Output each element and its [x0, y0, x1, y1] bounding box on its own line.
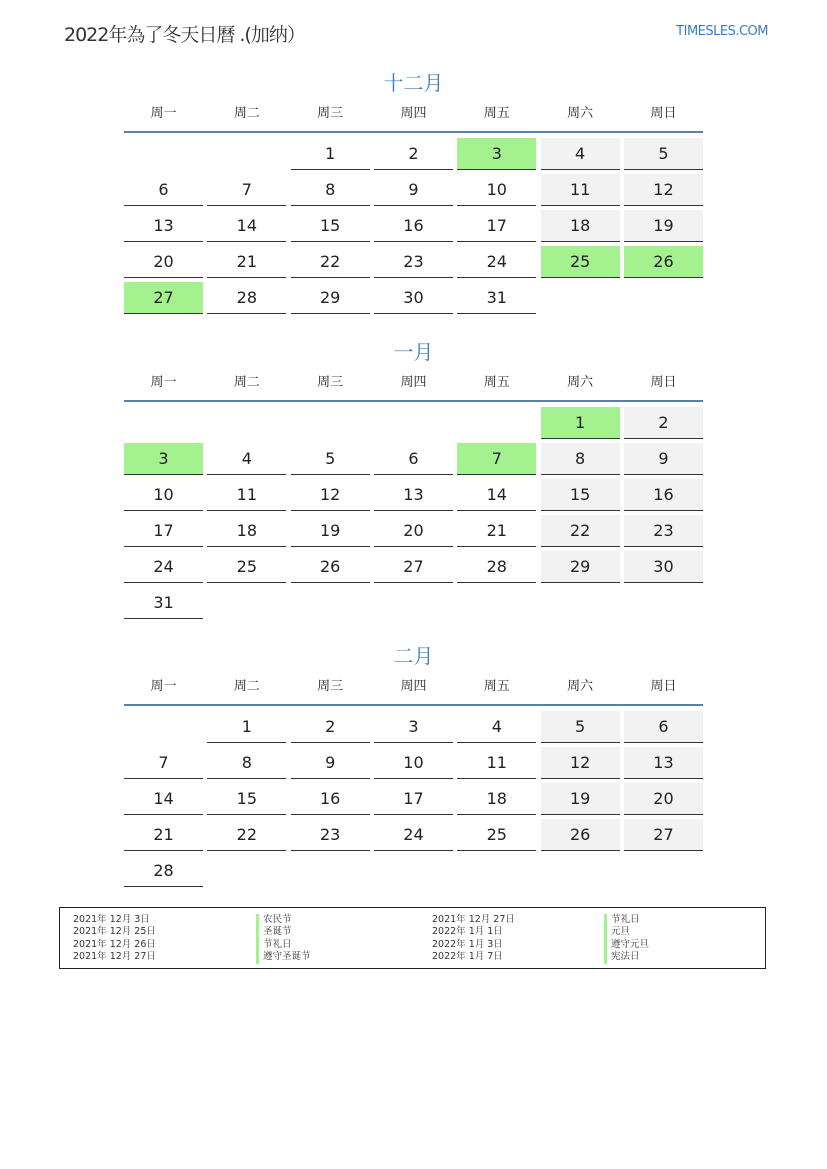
- day-cell: 18: [207, 515, 286, 547]
- header-rule: [124, 704, 703, 706]
- day-cell: 18: [457, 783, 536, 815]
- day-cell: 12: [624, 174, 703, 206]
- day-cell: 11: [207, 479, 286, 511]
- legend-holiday-name: 元旦: [604, 926, 649, 938]
- weekday-header: [124, 103, 703, 125]
- legend-names-right: [604, 914, 649, 964]
- weekday-label: 周五: [483, 375, 510, 390]
- day-cell: 6: [124, 174, 203, 206]
- legend-date: 2021年 12月 26日: [73, 938, 156, 950]
- holiday-day-cell: 27: [124, 282, 203, 314]
- day-cell: 21: [457, 515, 536, 547]
- weekday-label: 周五: [483, 106, 510, 121]
- day-cell: 20: [124, 246, 203, 278]
- day-cell: 17: [457, 210, 536, 242]
- day-cell: 9: [374, 174, 453, 206]
- day-cell: 4: [541, 138, 620, 170]
- day-cell: 11: [541, 174, 620, 206]
- holiday-day-cell: 7: [457, 443, 536, 475]
- day-cell: 30: [374, 282, 453, 314]
- day-cell: 21: [124, 819, 203, 851]
- day-cell: 21: [207, 246, 286, 278]
- weekday-label: 周二: [233, 679, 260, 694]
- weekday-label: 周二: [233, 106, 260, 121]
- day-cell: 29: [541, 551, 620, 583]
- day-cell: 8: [541, 443, 620, 475]
- day-cell: 27: [374, 551, 453, 583]
- holiday-legend: [59, 907, 766, 969]
- holiday-day-cell: 3: [124, 443, 203, 475]
- site-link[interactable]: TIMESLES.COM: [676, 24, 768, 39]
- legend-holiday-name: 节礼日: [256, 939, 311, 951]
- day-cell: 14: [124, 783, 203, 815]
- page-title: 2022年為了冬天日曆 .(加纳）: [64, 24, 305, 46]
- day-grid: [124, 710, 703, 890]
- day-cell: 22: [541, 515, 620, 547]
- day-cell: 10: [457, 174, 536, 206]
- month-title: 一月: [393, 340, 434, 364]
- day-cell: 16: [291, 783, 370, 815]
- legend-holiday-name: 遵守元旦: [604, 939, 649, 951]
- legend-date: 2021年 12月 27日: [432, 914, 515, 925]
- day-cell: 23: [374, 246, 453, 278]
- day-cell: 10: [374, 747, 453, 779]
- weekday-label: 周三: [317, 375, 344, 390]
- weekday-label: 周三: [317, 679, 344, 694]
- day-cell: 25: [457, 819, 536, 851]
- weekday-label: 周一: [150, 375, 177, 390]
- day-cell: 30: [624, 551, 703, 583]
- day-cell: 9: [291, 747, 370, 779]
- month-calendar: [124, 69, 703, 317]
- weekday-label: 周四: [400, 375, 427, 390]
- weekday-label: 周六: [567, 679, 594, 694]
- day-cell: 5: [624, 138, 703, 170]
- day-cell: 17: [124, 515, 203, 547]
- legend-date: 2022年 1月 7日: [432, 951, 503, 963]
- day-cell: 19: [541, 783, 620, 815]
- day-cell: 6: [624, 711, 703, 743]
- day-cell: 23: [291, 819, 370, 851]
- day-cell: 22: [291, 246, 370, 278]
- legend-dates-right: [432, 914, 515, 964]
- weekday-label: 周日: [650, 106, 677, 121]
- day-cell: 15: [207, 783, 286, 815]
- day-cell: 8: [207, 747, 286, 779]
- day-cell: 7: [124, 747, 203, 779]
- holiday-day-cell: 1: [541, 407, 620, 439]
- day-cell: 20: [624, 783, 703, 815]
- weekday-label: 周六: [567, 106, 594, 121]
- day-cell: 14: [207, 210, 286, 242]
- weekday-label: 周一: [150, 679, 177, 694]
- day-cell: 5: [291, 443, 370, 475]
- day-cell: 9: [624, 443, 703, 475]
- empty-cell: [457, 407, 536, 439]
- day-grid: [124, 406, 703, 622]
- day-grid: [124, 137, 703, 317]
- month-title: 十二月: [383, 71, 444, 95]
- weekday-label: 周二: [233, 375, 260, 390]
- legend-date: 2022年 1月 1日: [432, 926, 503, 938]
- legend-date: 2022年 1月 3日: [432, 938, 503, 950]
- header-rule: [124, 131, 703, 133]
- legend-date: 2021年 12月 27日: [73, 951, 156, 963]
- holiday-day-cell: 3: [457, 138, 536, 170]
- day-cell: 15: [291, 210, 370, 242]
- weekday-label: 周六: [567, 375, 594, 390]
- day-cell: 20: [374, 515, 453, 547]
- weekday-header: [124, 676, 703, 698]
- weekday-label: 周四: [400, 106, 427, 121]
- day-cell: 2: [374, 138, 453, 170]
- day-cell: 13: [374, 479, 453, 511]
- month-calendar: [124, 642, 703, 890]
- day-cell: 13: [124, 210, 203, 242]
- empty-cell: [207, 138, 286, 170]
- day-cell: 31: [457, 282, 536, 314]
- day-cell: 1: [291, 138, 370, 170]
- day-cell: 5: [541, 711, 620, 743]
- holiday-day-cell: 26: [624, 246, 703, 278]
- day-cell: 12: [291, 479, 370, 511]
- day-cell: 16: [374, 210, 453, 242]
- legend-names-left: [256, 914, 311, 964]
- month-title: 二月: [393, 644, 434, 668]
- day-cell: 2: [291, 711, 370, 743]
- holiday-day-cell: 25: [541, 246, 620, 278]
- empty-cell: [124, 711, 203, 743]
- day-cell: 24: [374, 819, 453, 851]
- weekday-label: 周日: [650, 679, 677, 694]
- day-cell: 26: [291, 551, 370, 583]
- legend-holiday-name: 圣诞节: [256, 926, 311, 938]
- legend-date: 2021年 12月 3日: [73, 914, 150, 925]
- day-cell: 17: [374, 783, 453, 815]
- weekday-label: 周三: [317, 106, 344, 121]
- day-cell: 10: [124, 479, 203, 511]
- empty-cell: [124, 138, 203, 170]
- day-cell: 6: [374, 443, 453, 475]
- weekday-label: 周四: [400, 679, 427, 694]
- day-cell: 13: [624, 747, 703, 779]
- legend-holiday-name: 宪法日: [604, 951, 649, 963]
- day-cell: 4: [457, 711, 536, 743]
- day-cell: 4: [207, 443, 286, 475]
- day-cell: 24: [124, 551, 203, 583]
- legend-date: 2021年 12月 25日: [73, 926, 156, 938]
- legend-holiday-name: 节礼日: [604, 914, 649, 926]
- day-cell: 29: [291, 282, 370, 314]
- day-cell: 8: [291, 174, 370, 206]
- legend-dates-left: [73, 914, 156, 964]
- day-cell: 28: [457, 551, 536, 583]
- header-rule: [124, 400, 703, 402]
- day-cell: 24: [457, 246, 536, 278]
- month-calendar: [124, 338, 703, 622]
- empty-cell: [207, 407, 286, 439]
- weekday-label: 周五: [483, 679, 510, 694]
- weekday-label: 周一: [150, 106, 177, 121]
- empty-cell: [374, 407, 453, 439]
- legend-holiday-name: 遵守圣诞节: [256, 951, 311, 963]
- day-cell: 16: [624, 479, 703, 511]
- day-cell: 19: [291, 515, 370, 547]
- day-cell: 23: [624, 515, 703, 547]
- day-cell: 26: [541, 819, 620, 851]
- weekday-label: 周日: [650, 375, 677, 390]
- empty-cell: [124, 407, 203, 439]
- day-cell: 15: [541, 479, 620, 511]
- day-cell: 18: [541, 210, 620, 242]
- day-cell: 14: [457, 479, 536, 511]
- day-cell: 2: [624, 407, 703, 439]
- day-cell: 3: [374, 711, 453, 743]
- weekday-header: [124, 372, 703, 394]
- legend-holiday-name: 农民节: [256, 914, 311, 926]
- day-cell: 22: [207, 819, 286, 851]
- day-cell: 12: [541, 747, 620, 779]
- day-cell: 28: [207, 282, 286, 314]
- day-cell: 7: [207, 174, 286, 206]
- day-cell: 1: [207, 711, 286, 743]
- day-cell: 27: [624, 819, 703, 851]
- empty-cell: [291, 407, 370, 439]
- day-cell: 19: [624, 210, 703, 242]
- day-cell: 25: [207, 551, 286, 583]
- day-cell: 31: [124, 587, 203, 619]
- day-cell: 28: [124, 855, 203, 887]
- day-cell: 11: [457, 747, 536, 779]
